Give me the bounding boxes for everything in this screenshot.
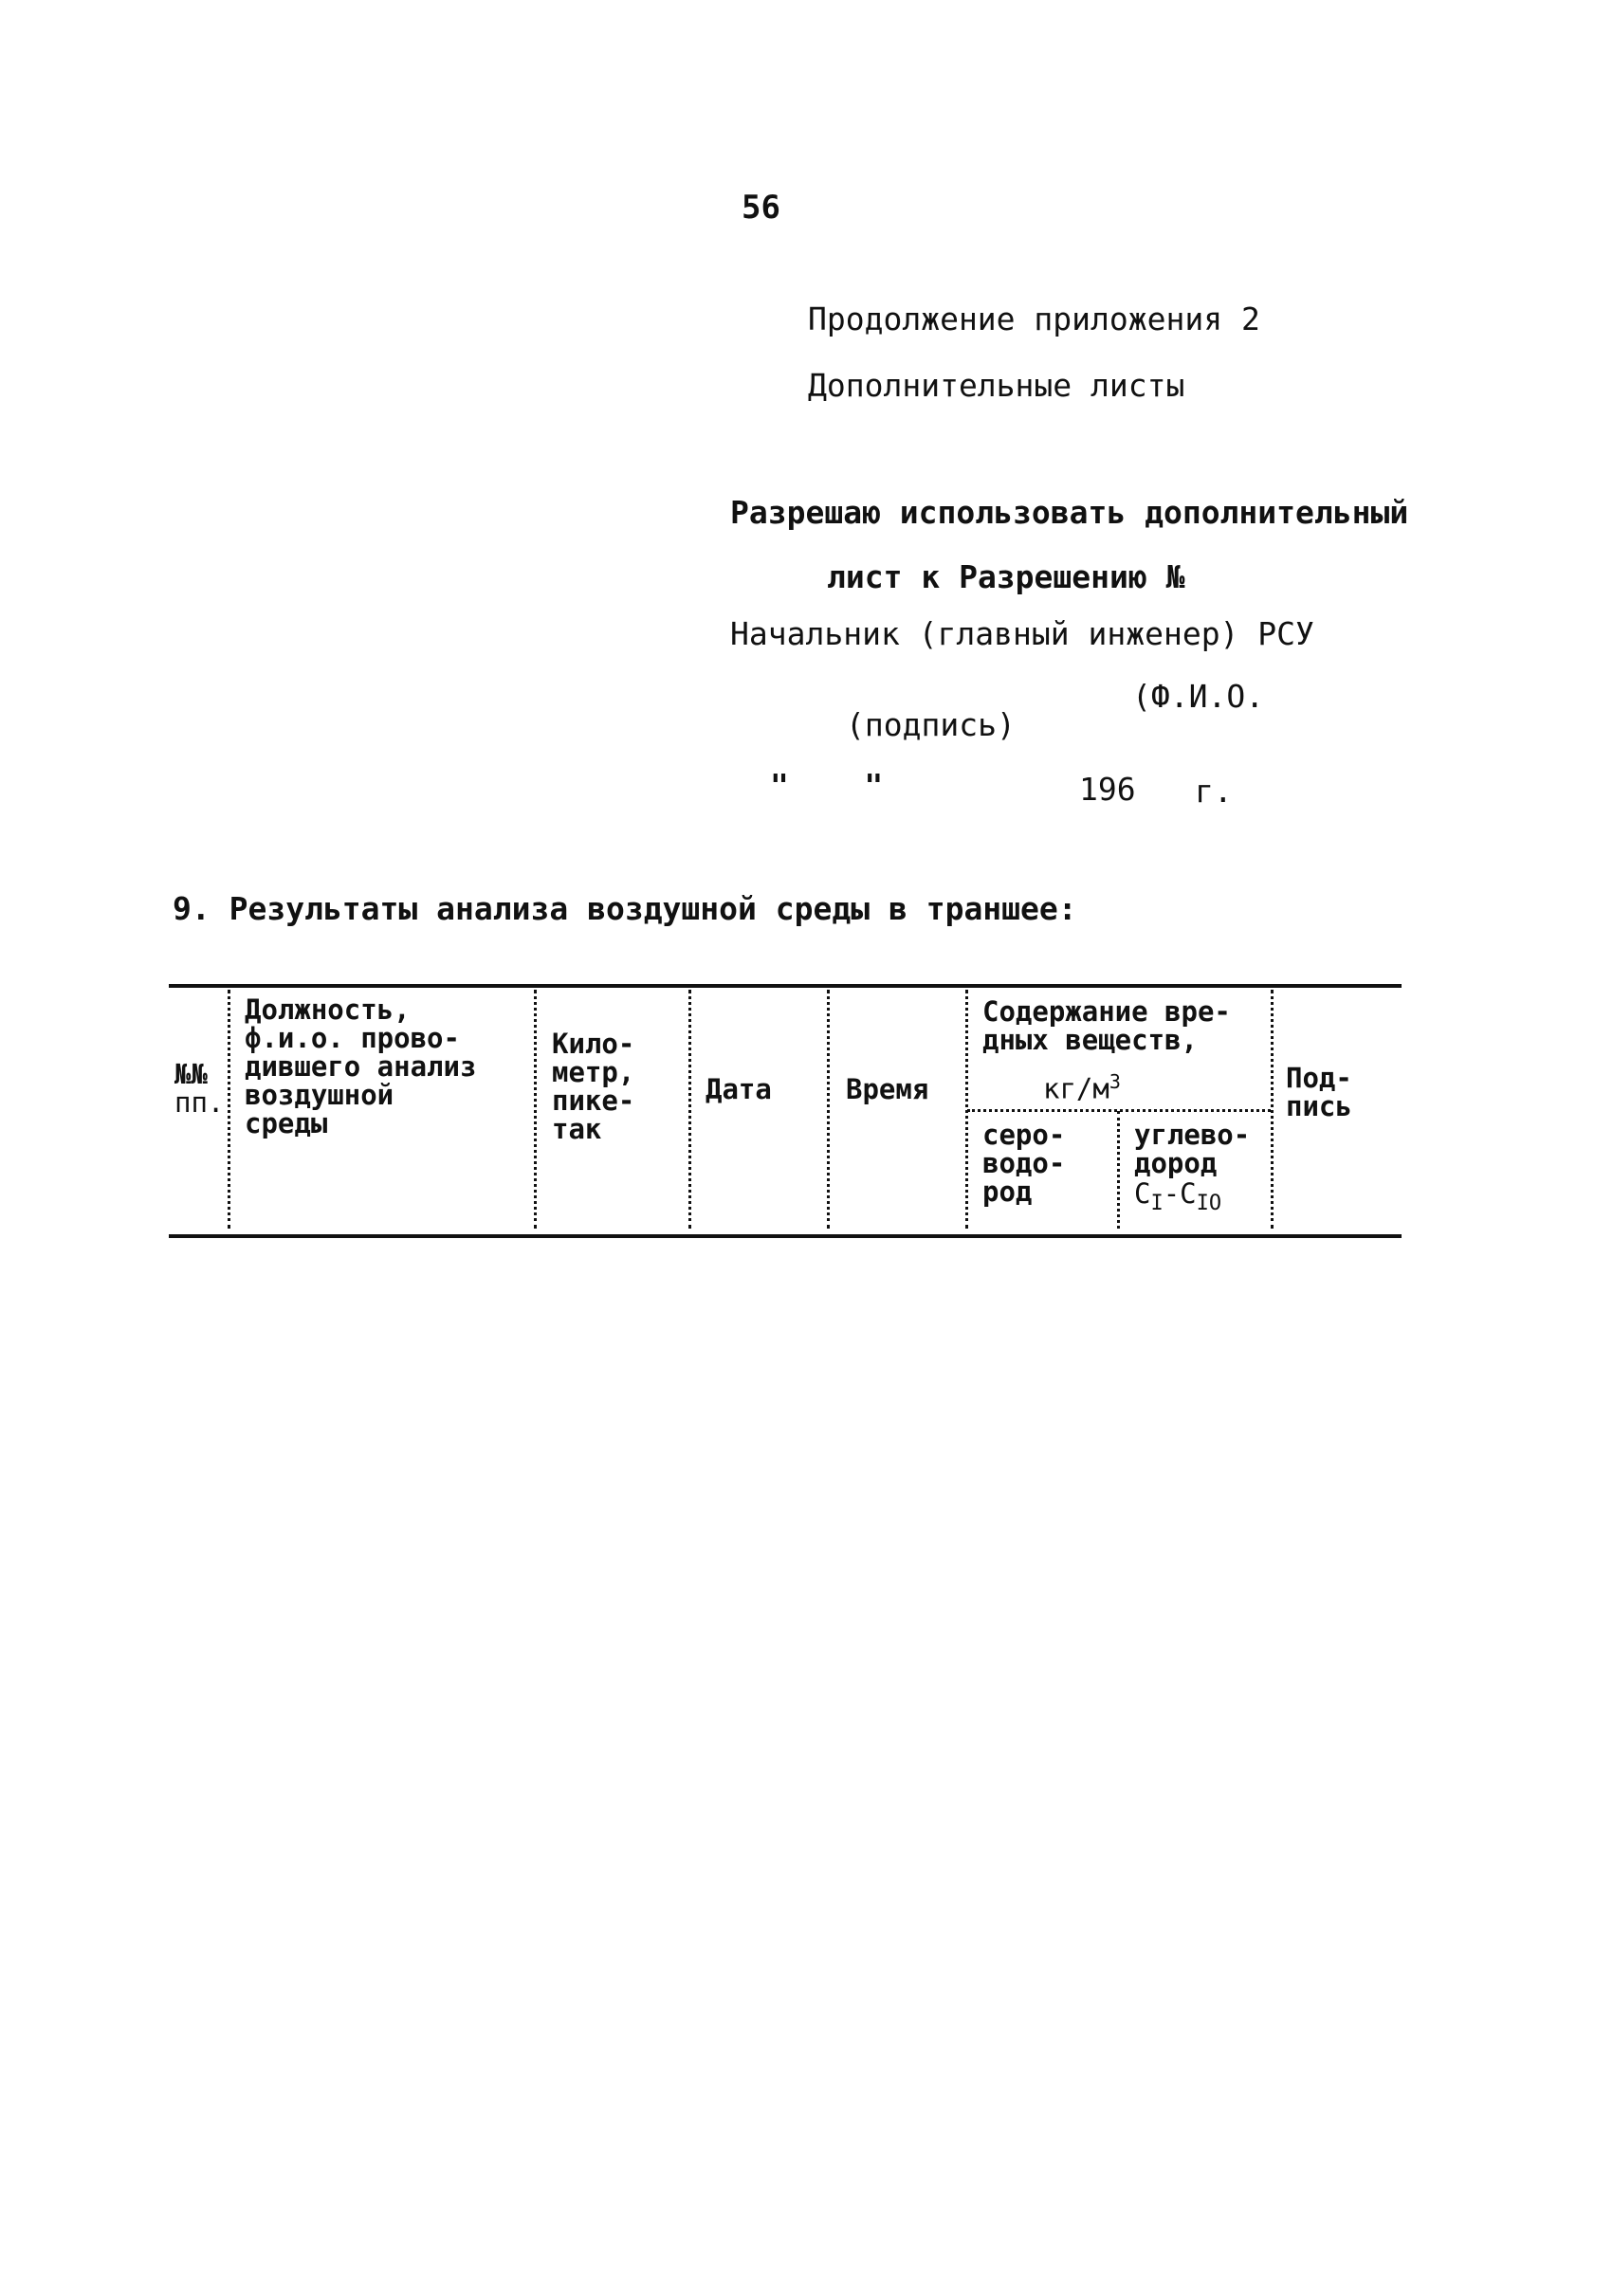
header-content-line-2: дных веществ, (982, 1024, 1198, 1056)
header-km-line-1: Кило- (552, 1028, 635, 1060)
approval-line-1: Разрешаю использовать дополнительный (730, 494, 1409, 531)
header-signature-line-1: Под- (1286, 1062, 1352, 1094)
table-top-border (169, 984, 1402, 988)
column-divider (688, 990, 691, 1229)
header-position-line-2: ф.и.о. прово- (245, 1022, 460, 1054)
header-h2s-line-3: род (982, 1175, 1033, 1208)
header-signature-line-2: пись (1286, 1090, 1352, 1122)
range-sub-1: I (1150, 1191, 1164, 1215)
appendix-continuation: Продолжение приложения 2 (808, 301, 1260, 337)
year-value: 196 (1079, 771, 1136, 808)
header-km-line-4: так (552, 1113, 602, 1145)
header-position-line-5: среды (245, 1107, 328, 1139)
year-suffix: г. (1195, 773, 1233, 810)
header-hydrocarbon-line-1: углево- (1134, 1119, 1251, 1151)
date-quotes: " " (770, 767, 884, 804)
column-divider (827, 990, 830, 1229)
column-divider (534, 990, 537, 1229)
column-divider (228, 990, 230, 1229)
header-time: Время (846, 1073, 929, 1105)
header-position-line-4: воздушной (245, 1079, 394, 1111)
header-h2s-line-2: водо- (982, 1147, 1066, 1179)
range-dash-c: -C (1163, 1177, 1197, 1210)
section-title: 9. Результаты анализа воздушной среды в траншее: (173, 890, 1077, 927)
range-c1: C (1134, 1177, 1151, 1210)
header-content-unit (1043, 1067, 1121, 1104)
header-km-line-2: метр, (552, 1056, 635, 1088)
subcolumn-divider (1117, 1111, 1120, 1229)
unit-text: кг/м (1043, 1072, 1109, 1105)
additional-sheets-title: Дополнительные листы (808, 367, 1185, 404)
header-date: Дата (706, 1073, 772, 1105)
header-content-line-1: Содержание вре- (982, 995, 1231, 1028)
page-number: 56 (742, 189, 780, 227)
unit-exponent: 3 (1109, 1070, 1121, 1093)
header-h2s-line-1: серо- (982, 1119, 1066, 1151)
header-km-line-3: пике- (552, 1084, 635, 1117)
table-bottom-border (169, 1234, 1402, 1238)
header-position-line-1: Должность, (245, 993, 411, 1026)
fio-label: (Ф.И.О. (1132, 678, 1265, 715)
signature-label: (подпись) (846, 706, 1016, 743)
header-number-line-2: пп. (174, 1086, 225, 1119)
header-number-line-1: №№ (174, 1058, 208, 1090)
approval-line-2: лист к Разрешению № (827, 558, 1185, 595)
header-hydrocarbon-line-2: дород (1134, 1147, 1218, 1179)
approval-line-3: Начальник (главный инженер) РСУ (730, 615, 1314, 652)
range-sub-2: IO (1196, 1191, 1222, 1215)
header-position-line-3: дившего анализ (245, 1050, 477, 1083)
column-divider (1271, 990, 1274, 1229)
header-hydrocarbon-range (1134, 1179, 1221, 1218)
